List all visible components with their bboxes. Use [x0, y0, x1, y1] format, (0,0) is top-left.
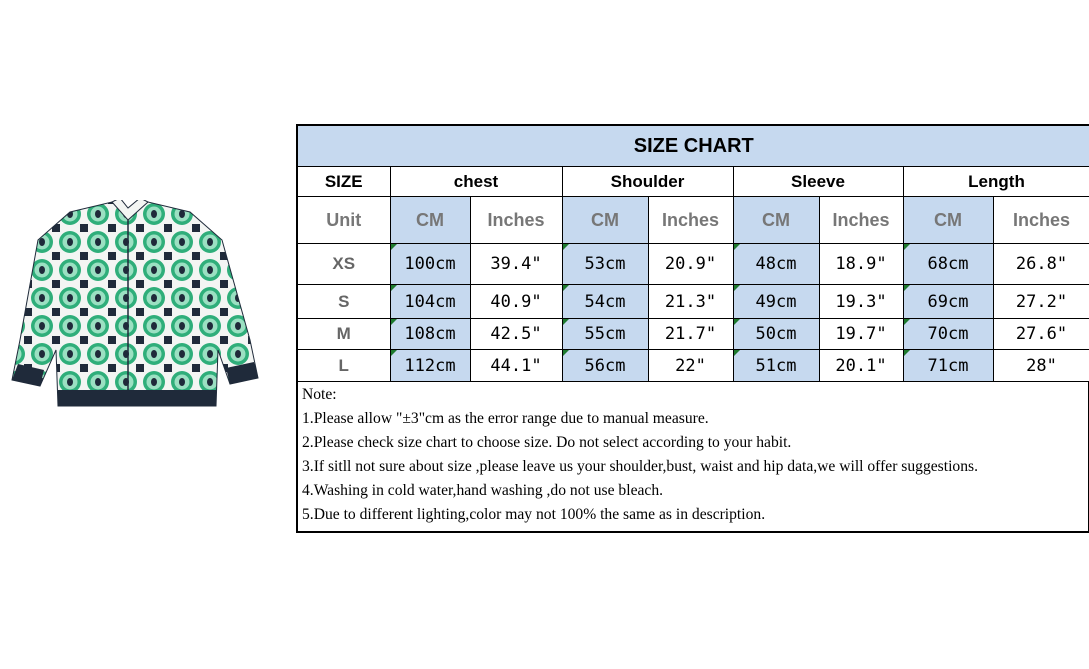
header-shoulder: Shoulder — [562, 167, 733, 197]
sleeve-inches: 19.7" — [819, 319, 903, 350]
chest-cm: 108cm — [390, 319, 470, 350]
unit-cm: CM — [903, 197, 993, 244]
table-row — [297, 244, 1089, 285]
note-item: 5.Due to different lighting,color may not 100% the same as in description. — [302, 506, 766, 523]
note-item: 1.Please allow "±3"cm as the error range due to manual measure. — [302, 410, 709, 427]
chest-inches: 40.9" — [470, 285, 562, 319]
header-length: Length — [903, 167, 1089, 197]
sleeve-cm: 50cm — [733, 319, 819, 350]
shoulder-inches: 20.9" — [648, 244, 733, 285]
unit-label: Unit — [297, 197, 390, 244]
notes-section — [296, 382, 1089, 533]
sleeve-cm: 48cm — [733, 244, 819, 285]
chest-inches: 42.5" — [470, 319, 562, 350]
chest-inches: 44.1" — [470, 350, 562, 382]
size-label: XS — [297, 244, 390, 285]
unit-cm: CM — [733, 197, 819, 244]
size-label: L — [297, 350, 390, 382]
length-inches: 27.2" — [993, 285, 1089, 319]
length-inches: 28" — [993, 350, 1089, 382]
shoulder-cm: 53cm — [562, 244, 648, 285]
shoulder-inches: 22" — [648, 350, 733, 382]
sleeve-inches: 19.3" — [819, 285, 903, 319]
unit-cm: CM — [562, 197, 648, 244]
chest-cm: 100cm — [390, 244, 470, 285]
size-label: S — [297, 285, 390, 319]
sleeve-inches: 18.9" — [819, 244, 903, 285]
table-row — [297, 285, 1089, 319]
table-row — [297, 350, 1089, 382]
header-chest: chest — [390, 167, 562, 197]
notes-heading: Note: — [302, 386, 337, 403]
length-cm: 68cm — [903, 244, 993, 285]
chest-inches: 39.4" — [470, 244, 562, 285]
sleeve-cm: 49cm — [733, 285, 819, 319]
length-cm: 70cm — [903, 319, 993, 350]
product-photo — [0, 200, 270, 415]
unit-inches: Inches — [993, 197, 1089, 244]
chart-title: SIZE CHART — [297, 125, 1089, 167]
unit-inches: Inches — [648, 197, 733, 244]
chest-cm: 112cm — [390, 350, 470, 382]
length-inches: 26.8" — [993, 244, 1089, 285]
size-table — [296, 124, 1089, 382]
sleeve-cm: 51cm — [733, 350, 819, 382]
unit-inches: Inches — [470, 197, 562, 244]
note-item: 4.Washing in cold water,hand washing ,do not use bleach. — [302, 482, 664, 499]
shoulder-cm: 56cm — [562, 350, 648, 382]
shoulder-cm: 54cm — [562, 285, 648, 319]
chest-cm: 104cm — [390, 285, 470, 319]
note-item: 2.Please check size chart to choose size. Do not select according to your habit. — [302, 434, 792, 451]
size-header: SIZE — [297, 167, 390, 197]
length-cm: 69cm — [903, 285, 993, 319]
size-label: M — [297, 319, 390, 350]
unit-inches: Inches — [819, 197, 903, 244]
length-cm: 71cm — [903, 350, 993, 382]
shoulder-inches: 21.7" — [648, 319, 733, 350]
size-chart — [296, 124, 1089, 533]
shoulder-inches: 21.3" — [648, 285, 733, 319]
header-sleeve: Sleeve — [733, 167, 903, 197]
note-item: 3.If sitll not sure about size ,please leave us your shoulder,bust, waist and hip data,we will offer suggestions. — [302, 458, 978, 475]
length-inches: 27.6" — [993, 319, 1089, 350]
unit-cm: CM — [390, 197, 470, 244]
table-row — [297, 319, 1089, 350]
sleeve-inches: 20.1" — [819, 350, 903, 382]
shoulder-cm: 55cm — [562, 319, 648, 350]
